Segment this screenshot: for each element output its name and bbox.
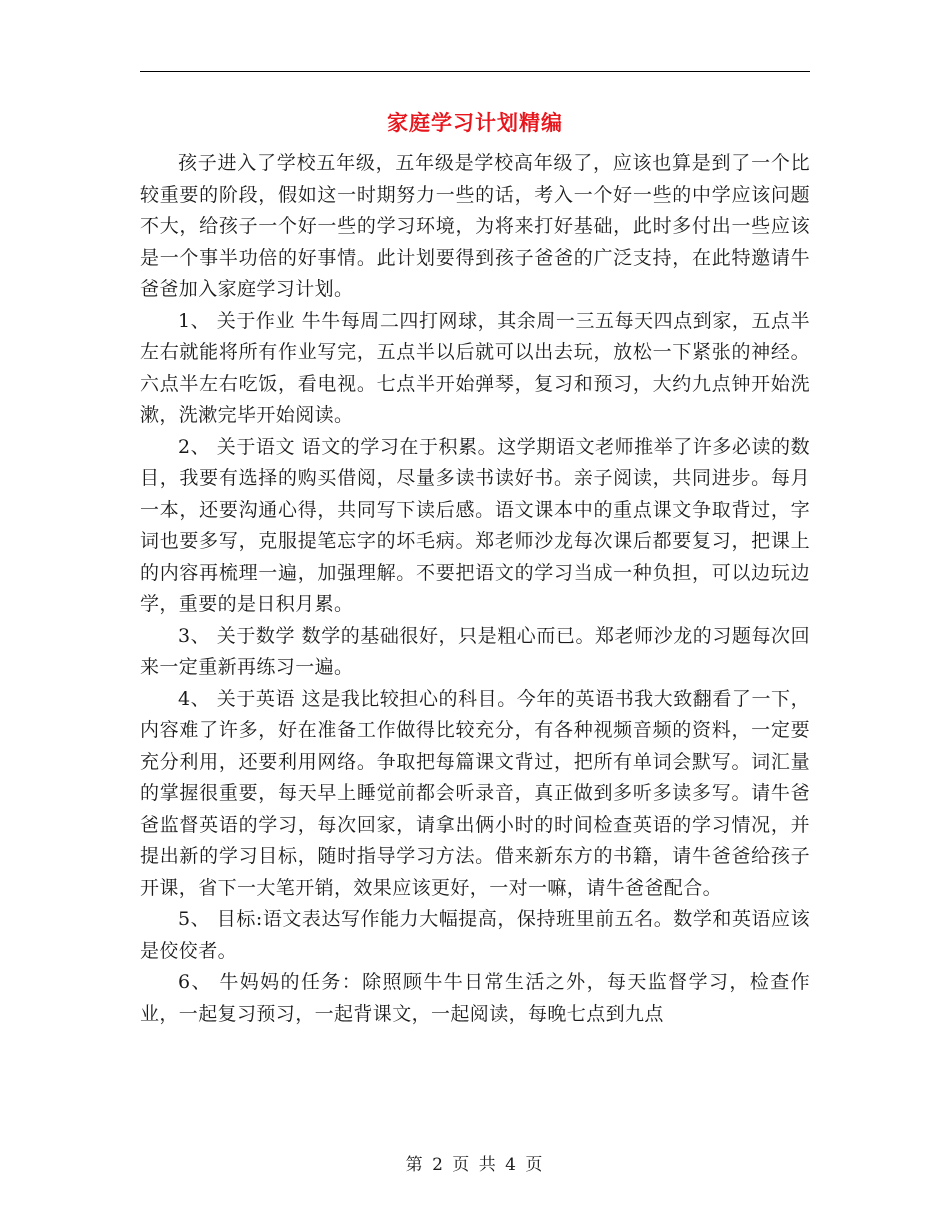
page-footer bbox=[0, 1150, 950, 1175]
paragraph-mother-tasks: 6、 牛妈妈的任务：除照顾牛牛日常生活之外，每天监督学习，检查作业，一起复习预习，一起背课文，一起阅读，每晚七点到九点 bbox=[140, 971, 810, 1025]
paragraph-homework: 1、 关于作业 牛牛每周二四打网球，其余周一三五每天四点到家，五点半左右就能将所有作业写完，五点半以后就可以出去玩，放松一下紧张的神经。六点半左右吃饭，看电视。七点半开始弹琴，复习和预习，大约九点钟开始洗漱，洗漱完毕开始阅读。 bbox=[140, 309, 810, 426]
paragraph-math: 3、 关于数学 数学的基础很好，只是粗心而已。郑老师沙龙的习题每次回来一定重新再练习一遍。 bbox=[140, 624, 810, 678]
paragraph-intro: 孩子进入了学校五年级，五年级是学校高年级了，应该也算是到了一个比较重要的阶段，假如这一时期努力一些的话，考入一个好一些的中学应该问题不大，给孩子一个好一些的学习环境，为将来打好基础，此时多付出一些应该是一个事半功倍的好事情。此计划要得到孩子爸爸的广泛支持，在此特邀请牛爸爸加入家庭学习计划。 bbox=[140, 152, 810, 300]
document-body bbox=[140, 148, 810, 1030]
header-rule bbox=[140, 71, 810, 72]
document-title: 家庭学习计划精编 bbox=[387, 110, 563, 135]
page-number-label: 第 2 页 共 4 页 bbox=[405, 1155, 545, 1175]
paragraph-english: 4、 关于英语 这是我比较担心的科目。今年的英语书我大致翻看了一下，内容难了许多，好在准备工作做得比较充分，有各种视频音频的资料，一定要充分利用，还要利用网络。争取把每篇课文背过，把所有单词会默写。词汇量的掌握很重要，每天早上睡觉前都会听录音，真正做到多听多读多写。请牛爸爸监督英语的学习，每次回家，请拿出俩小时的时间检查英语的学习情况，并提出新的学习目标，随时指导学习方法。借来新东方的书籍，请牛爸爸给孩子开课，省下一大笔开销，效果应该更好，一对一嘛，请牛爸爸配合。 bbox=[140, 687, 810, 899]
paragraph-chinese: 2、 关于语文 语文的学习在于积累。这学期语文老师推举了许多必读的数目，我要有选择的购买借阅，尽量多读书读好书。亲子阅读，共同进步。每月一本，还要沟通心得，共同写下读后感。语文课本中的重点课文争取背过，字词也要多写，克服提笔忘字的坏毛病。郑老师沙龙每次课后都要复习，把课上的内容再梳理一遍，加强理解。不要把语文的学习当成一种负担，可以边玩边学，重要的是日积月累。 bbox=[140, 435, 810, 615]
paragraph-goals: 5、 目标:语文表达写作能力大幅提高，保持班里前五名。数学和英语应该是佼佼者。 bbox=[140, 908, 810, 962]
